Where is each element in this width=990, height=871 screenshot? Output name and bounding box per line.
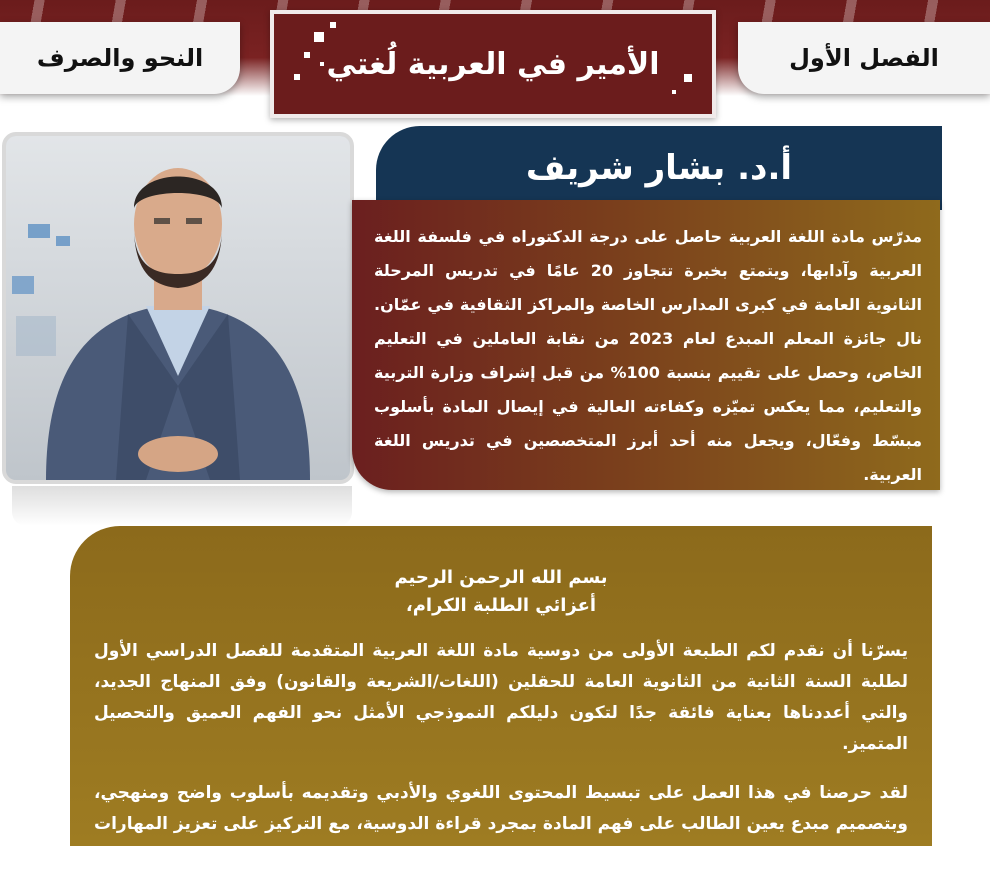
decor-square xyxy=(294,74,300,80)
decor-square xyxy=(330,22,336,28)
semester-tab-label: الفصل الأول xyxy=(789,44,939,72)
decor-square xyxy=(304,52,310,58)
welcome-paragraph-1: يسرّنا أن نقدم لكم الطبعة الأولى من دوسية مادة اللغة العربية المتقدمة للفصل الدراسي الأول لطلبة السنة الثانية من الثانوية العامة للحقلين (اللغات/الشريعة والقانون) وفق المنهاج الجديد، والتي أعددناها بعناية فائقة جدًا لتكون دليلكم النموذجي الأمثل نحو الفهم العميق والتحصيل المتميز. xyxy=(94,641,908,754)
decor-square xyxy=(684,74,692,82)
photo-reflection xyxy=(12,486,352,526)
teacher-portrait xyxy=(6,136,350,480)
teacher-bio-box xyxy=(352,200,940,490)
welcome-paragraph-2: لقد حرصنا في هذا العمل على تبسيط المحتوى اللغوي والأدبي وتقديمه بأسلوب واضح ومنهجي، وبتصميم مبدع يعين الطالب على فهم المادة بمجرد قراءة الدوسية، مع التركيز على تعزيز المهارات اللغوية وتحفيز التفكير xyxy=(94,783,908,865)
teacher-photo xyxy=(2,132,354,484)
welcome-box xyxy=(70,526,932,865)
teacher-name: أ.د. بشار شريف xyxy=(525,148,793,188)
subject-tab xyxy=(0,22,240,94)
decor-square xyxy=(672,90,676,94)
teacher-bio: مدرّس مادة اللغة العربية حاصل على درجة الدكتوراه في فلسفة اللغة العربية وآدابها، ويتمتع بخبرة تتجاوز 20 عامًا في تدريس المرحلة الثانوية العامة في كبرى المدارس الخاصة والمراكز الثقافية في عمّان. نال جائزة المعلم المبدع لعام 2023 من نقابة العاملين في التعليم الخاص، وحصل على تقييم بنسبة 100% من قبل إشراف وزارة التربية والتعليم، مما يعكس تميّزه وكفاءته العالية في إيصال المادة بأسلوب مبسّط وفعّال، ويجعل منه أحد أبرز المتخصصين في تدريس اللغة العربية. xyxy=(374,227,923,484)
basmala: بسم الله الرحمن الرحيم xyxy=(394,567,608,588)
book-title: الأمير في العربية لُغتي xyxy=(326,46,660,82)
book-title-banner xyxy=(270,10,716,118)
decor-square xyxy=(314,32,324,42)
subject-tab-label: النحو والصرف xyxy=(36,44,204,72)
decor-square xyxy=(320,62,324,66)
teacher-name-box xyxy=(376,126,942,210)
greeting: أعزائي الطلبة الكرام، xyxy=(405,595,597,616)
semester-tab xyxy=(738,22,990,94)
